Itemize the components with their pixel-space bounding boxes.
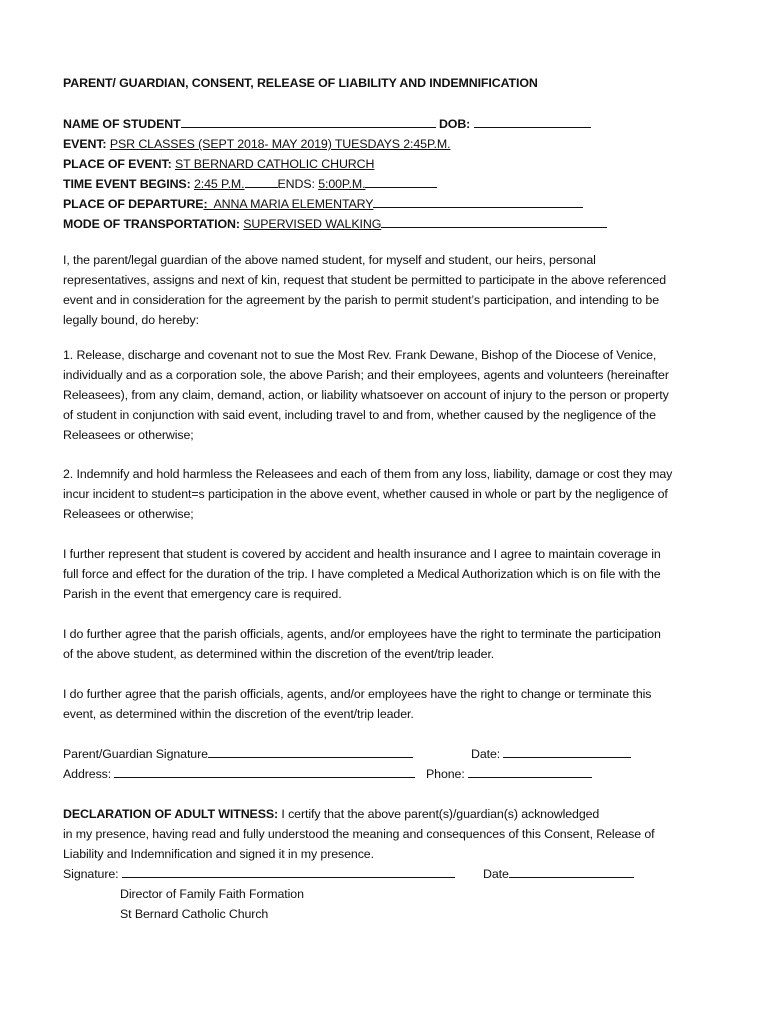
ends-label: ENDS: <box>277 177 315 191</box>
phone-label: Phone: <box>426 767 465 781</box>
time-value: 2:45 P.M. <box>193 177 245 191</box>
terminate-event-paragraph <box>63 684 713 724</box>
form-title: PARENT/ GUARDIAN, CONSENT, RELEASE OF LIABILITY AND INDEMNIFICATION <box>63 76 538 90</box>
paragraph-line: 2. Indemnify and hold harmless the Releasees and each of them from any loss, liability, damage or cost they may <box>63 467 673 481</box>
paragraph-line: I do further agree that the parish officials, agents, and/or employees have the right to change or terminate this <box>63 687 652 701</box>
departure-label: PLACE OF DEPARTURE <box>63 197 204 211</box>
paragraph-line: event, as determined within the discretion of the event/trip leader. <box>63 707 414 721</box>
paragraph-line: event and in consideration for the agreement by the parish to permit student’s participation, and intending to be <box>63 293 659 307</box>
witness-date-row <box>483 864 634 884</box>
witness-date-label: Date <box>483 867 509 881</box>
event-value: PSR CLASSES (SEPT 2018- MAY 2019) TUESDAYS 2:45P.M. <box>109 137 451 151</box>
student-name-blank[interactable] <box>181 114 436 128</box>
release-paragraph <box>63 345 713 445</box>
departure-value: ANNA MARIA ELEMENTARY <box>207 197 374 211</box>
paragraph-line: representatives, assigns and next of kin, request that student be permitted to participate in the above referenced <box>63 273 666 287</box>
paragraph-line: I do further agree that the parish officials, agents, and/or employees have the right to terminate the participation <box>63 627 661 641</box>
parent-signature-row <box>63 744 413 764</box>
dob-label: DOB: <box>438 117 471 131</box>
address-row <box>63 764 415 784</box>
paragraph-line: 1. Release, discharge and covenant not to sue the Most Rev. Frank Dewane, Bishop of the Diocese of Venice, <box>63 348 657 362</box>
witness-date-blank[interactable] <box>509 864 634 878</box>
departure-row: PLACE OF DEPARTURE: ANNA MARIA ELEMENTARY <box>63 194 583 214</box>
transport-label: MODE OF TRANSPORTATION: <box>63 217 240 231</box>
witness-signature-label: Signature: <box>63 867 119 881</box>
paragraph-line: I, the parent/legal guardian of the above named student, for myself and student, our heirs, personal <box>63 253 596 267</box>
witness-line-3: Liability and Indemnification and signed it in my presence. <box>63 847 374 861</box>
address-blank[interactable] <box>114 764 415 778</box>
parent-signature-label: Parent/Guardian Signature <box>63 747 208 761</box>
place-label: PLACE OF EVENT <box>63 157 168 171</box>
paragraph-line: Releasees or otherwise; <box>63 507 194 521</box>
witness-line-1 <box>63 804 599 824</box>
dob-blank[interactable] <box>474 114 591 128</box>
phone-blank[interactable] <box>468 764 592 778</box>
student-name-row <box>63 114 591 134</box>
witness-heading: DECLARATION OF ADULT WITNESS: <box>63 807 279 821</box>
paragraph-line: Parish in the event that emergency care is required. <box>63 587 342 601</box>
parent-signature-blank[interactable] <box>208 744 413 758</box>
witness-line1-text: I certify that the above parent(s)/guardian(s) acknowledged <box>278 807 600 821</box>
transport-row <box>63 214 607 234</box>
signer-title: Director of Family Faith Formation <box>120 887 304 901</box>
paragraph-line: of student in conjunction with said event, including travel to and from, whether caused by the negligence of the <box>63 408 656 422</box>
paragraph-line: Releasees), from any claim, demand, action, or liability whatsoever on account of injury to the person or property <box>63 388 669 402</box>
signer-org: St Bernard Catholic Church <box>120 907 269 921</box>
time-row <box>63 174 437 194</box>
phone-row <box>426 764 592 784</box>
paragraph-line: I further represent that student is covered by accident and health insurance and I agree to maintain coverage in <box>63 547 661 561</box>
indemnify-paragraph <box>63 464 713 524</box>
place-row: PLACE OF EVENT: ST BERNARD CATHOLIC CHURCH <box>63 157 375 171</box>
parent-date-row <box>471 744 631 764</box>
paragraph-line: incur incident to student=s participation in the above event, whether caused in whole or part by the negligence of <box>63 487 668 501</box>
paragraph-line: full force and effect for the duration of the trip. I have completed a Medical Authorization which is on file with the <box>63 567 661 581</box>
event-label: EVENT: <box>63 137 107 151</box>
terminate-participation-paragraph <box>63 624 713 664</box>
paragraph-line: legally bound, do hereby: <box>63 313 199 327</box>
time-label: TIME EVENT BEGINS: <box>63 177 191 191</box>
parent-date-blank[interactable] <box>503 744 631 758</box>
witness-signature-blank[interactable] <box>122 864 455 878</box>
place-value: ST BERNARD CATHOLIC CHURCH <box>175 157 375 171</box>
paragraph-line: of the above student, as determined within the discretion of the event/trip leader. <box>63 647 495 661</box>
paragraph-line: individually and as a corporation sole, the above Parish; and their employees, agents and volunteers (hereinafter <box>63 368 669 382</box>
paragraph-line: Releasees or otherwise; <box>63 428 194 442</box>
student-name-label: NAME OF STUDENT <box>63 117 181 131</box>
witness-line-2: in my presence, having read and fully understood the meaning and consequences of this Consent, Release of <box>63 827 655 841</box>
ends-value: 5:00P.M. <box>318 177 366 191</box>
witness-signature-row <box>63 864 455 884</box>
intro-paragraph <box>63 250 713 330</box>
insurance-paragraph <box>63 544 713 604</box>
event-row <box>63 134 450 154</box>
transport-value: SUPERVISED WALKING <box>243 217 382 231</box>
address-label: Address: <box>63 767 112 781</box>
parent-date-label: Date: <box>471 747 501 761</box>
